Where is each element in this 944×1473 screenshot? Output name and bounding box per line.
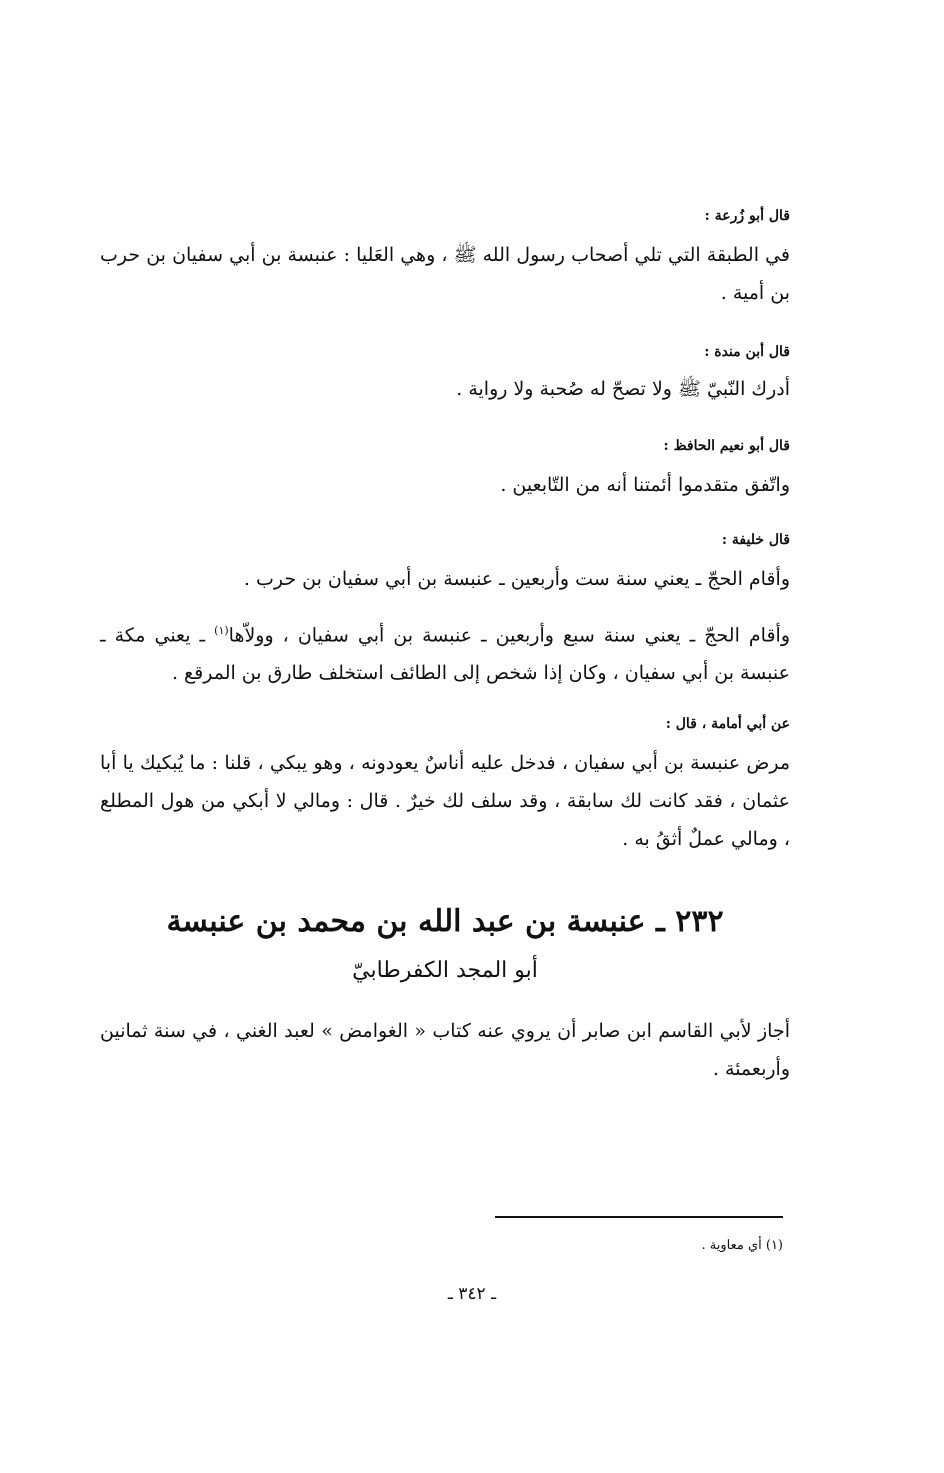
footnote-marker: (١): [214, 624, 229, 637]
section-text-khalifa-1: وأقام الحجّ ـ يعني سنة ست وأربعين ـ عنبسة بن أبي سفيان بن حرب .: [243, 568, 790, 590]
section-header-khalifa: قال خليفة :: [721, 532, 790, 548]
section-text-khalifa-2: [100, 612, 790, 692]
section-header-abu-umama: عن أبي أمامة ، قال :: [665, 716, 790, 732]
footnote: (١) أي معاوية .: [701, 1238, 783, 1253]
entry-text: أجاز لأبي القاسم ابن صابر أن يروي عنه كتاب « الغوامض » لعبد الغني ، في سنة ثمانين وأربعمئة .: [100, 1020, 790, 1080]
section-text-ibn-manda: أدرك النّبيّ ﷺ ولا تصحّ له صُحبة ولا رواية .: [456, 378, 790, 400]
section-text-abu-nuaym: واتّفق متقدموا أئمتنا أنه من التّابعين .: [500, 474, 790, 496]
section-text-abu-umama: مرض عنبسة بن أبي سفيان ، فدخل عليه أناسٌ يعودونه ، وهو يبكي ، قلنا : ما يُبكيك يا أبا عثمان ، فقد كانت لك سابقة ، وقد سلف لك خيرٌ . قال : ومالي لا أبكي من هول المطلع ، ومالي عملٌ أثقُ به .: [100, 752, 790, 850]
section-header-abu-zura: قال أبو زُرعة :: [704, 208, 790, 224]
khalifa-text-part1: وأقام الحجّ ـ يعني سنة سبع وأربعين ـ عنبسة بن أبي سفيان ، وولاّها: [228, 624, 790, 647]
section-text-abu-zura: في الطبقة التي تلي أصحاب رسول الله ﷺ ، وهي العَليا : عنبسة بن أبي سفيان بن حرب بن أمية .: [100, 244, 790, 304]
entry-subtitle: أبو المجد الكفرطابيّ: [352, 958, 538, 983]
footnote-divider: [495, 1216, 783, 1218]
khalifa-text-part2: ـ يعني مكة ـ عنبسة بن أبي سفيان ، وكان إذا شخص إلى الطائف استخلف طارق بن المرقع .: [100, 624, 790, 685]
section-header-ibn-manda: قال أبن مندة :: [704, 344, 790, 360]
section-header-abu-nuaym: قال أبو نعيم الحافظ :: [663, 438, 790, 454]
entry-title: ٢٣٢ ـ عنبسة بن عبد الله بن محمد بن عنبسة: [166, 904, 724, 939]
page-number: ـ ٣٤٢ ـ: [447, 1284, 497, 1304]
